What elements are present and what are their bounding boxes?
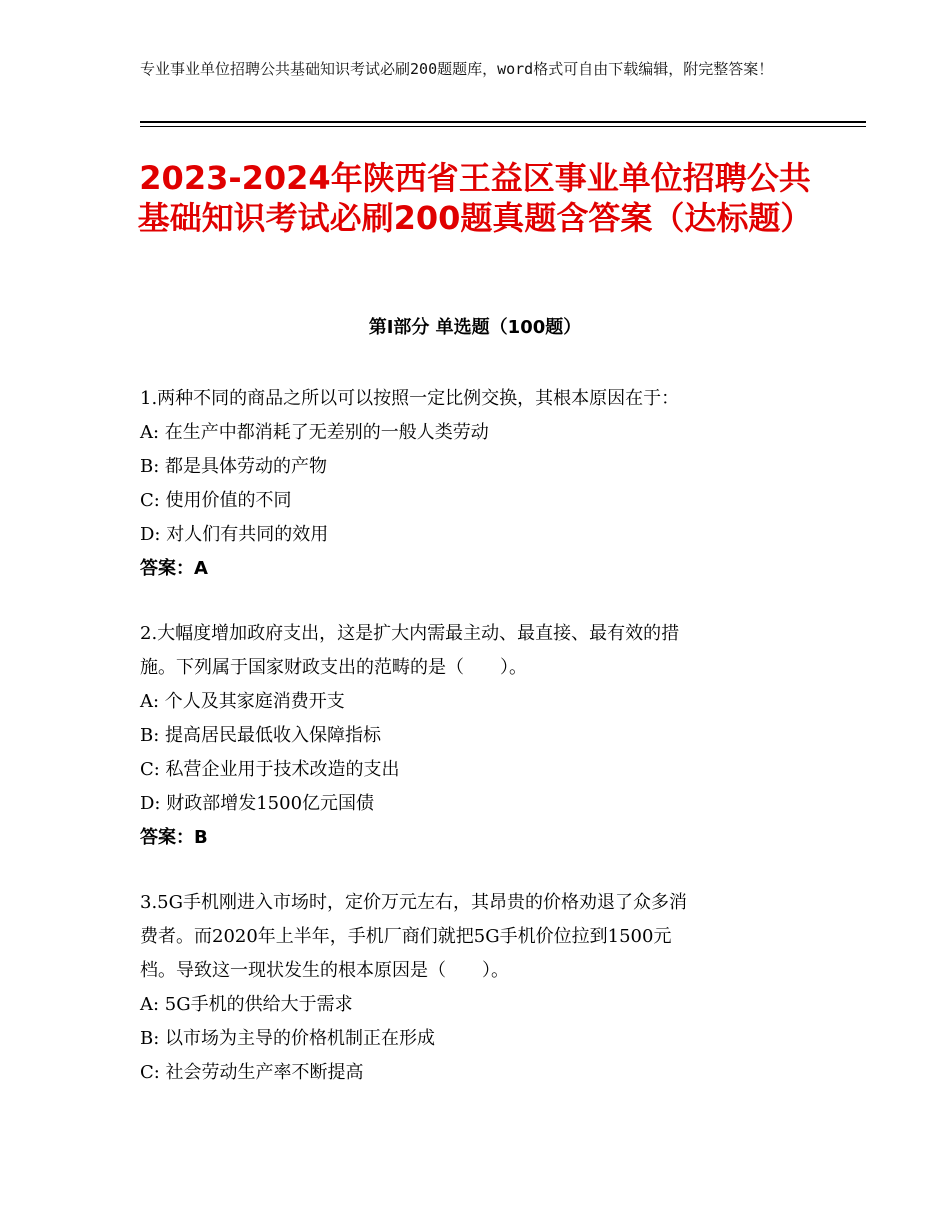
option-b: B: 提高居民最低收入保障指标 [140, 725, 382, 746]
question-stem: 3.5G手机刚进入市场时，定价万元左右，其昂贵的价格劝退了众多消 [140, 892, 688, 913]
option-d: D: 对人们有共同的效用 [140, 524, 329, 545]
question-stem: 1.两种不同的商品之所以可以按照一定比例交换，其根本原因在于： [140, 388, 680, 409]
option-d: D: 财政部增发1500亿元国债 [140, 793, 375, 814]
answer-label: 答案：A [140, 558, 208, 579]
option-a: A: 在生产中都消耗了无差别的一般人类劳动 [140, 422, 489, 443]
option-c: C: 私营企业用于技术改造的支出 [140, 759, 400, 780]
option-a: A: 个人及其家庭消费开支 [140, 691, 345, 712]
question-2 [140, 617, 805, 855]
question-3 [140, 886, 805, 1090]
question-1 [140, 382, 805, 586]
header-divider-thin [140, 126, 866, 127]
question-stem: 施。下列属于国家财政支出的范畴的是（ ）。 [140, 657, 527, 678]
question-list [140, 382, 805, 1121]
option-c: C: 使用价值的不同 [140, 490, 292, 511]
option-a: A: 5G手机的供给大于需求 [140, 994, 353, 1015]
question-stem: 2.大幅度增加政府支出，这是扩大内需最主动、最直接、最有效的措 [140, 623, 680, 644]
answer-label: 答案：B [140, 827, 208, 848]
header-divider-thick [140, 121, 866, 123]
option-b: B: 以市场为主导的价格机制正在形成 [140, 1028, 436, 1049]
section-title: 第I部分 单选题（100题） [368, 317, 582, 338]
question-stem: 档。导致这一现状发生的根本原因是（ ）。 [140, 960, 509, 981]
option-c: C: 社会劳动生产率不断提高 [140, 1062, 364, 1083]
document-title: 2023-2024年陕西省王益区事业单位招聘公共基础知识考试必刷200题真题含答案（达标题） [137, 159, 813, 237]
header-note: 专业事业单位招聘公共基础知识考试必刷200题题库，word格式可自由下载编辑，附完整答案！ [140, 60, 774, 78]
option-b: B: 都是具体劳动的产物 [140, 456, 328, 477]
question-stem: 费者。而2020年上半年，手机厂商们就把5G手机价位拉到1500元 [140, 926, 672, 947]
